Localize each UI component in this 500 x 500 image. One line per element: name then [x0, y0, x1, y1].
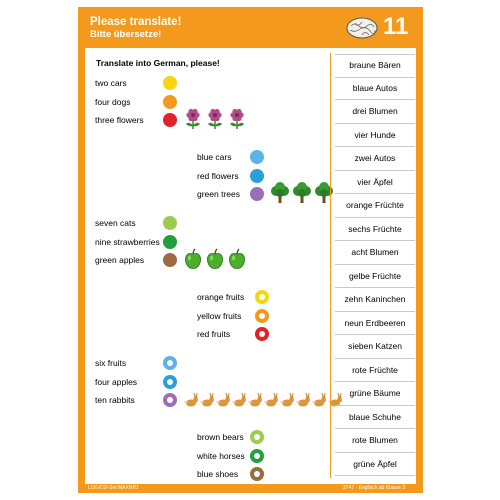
prompt-word: ten rabbits — [95, 395, 135, 405]
rabbit-icon — [295, 392, 311, 413]
picture-row — [270, 182, 336, 209]
column-divider — [330, 53, 331, 478]
footer-right: 3747 · Englisch ab Klasse 3 — [343, 485, 405, 491]
prompt-word: blue cars — [197, 152, 232, 162]
prompt-word: seven cats — [95, 218, 136, 228]
prompt-word: six fruits — [95, 358, 127, 368]
prompt-word: four dogs — [95, 96, 131, 107]
ring-marker[interactable] — [163, 393, 177, 407]
answer-card[interactable]: vier Hunde — [335, 125, 415, 148]
prompt-word: two cars — [95, 78, 127, 88]
answer-card[interactable]: acht Blumen — [335, 242, 415, 265]
prompt-word: four apples — [95, 376, 138, 387]
answer-card[interactable]: zehn Kaninchen — [335, 289, 415, 312]
color-marker[interactable] — [163, 113, 177, 127]
answer-card[interactable]: drei Blumen — [335, 101, 415, 124]
ring-marker[interactable] — [250, 430, 264, 444]
color-marker[interactable] — [163, 95, 177, 109]
footer-left: LOGICO-Set MAXIMO — [88, 485, 139, 491]
rabbit-icon — [231, 392, 247, 413]
color-marker[interactable] — [163, 235, 177, 249]
answer-card[interactable]: rote Blumen — [335, 430, 415, 453]
flower-icon — [227, 108, 247, 135]
prompt-word: blue shoes — [197, 469, 239, 479]
answer-card[interactable]: zwei Autos — [335, 148, 415, 171]
color-marker[interactable] — [163, 253, 177, 267]
flower-icon — [183, 108, 203, 135]
answer-card[interactable]: neun Erdbeeren — [335, 313, 415, 336]
picture-row — [183, 392, 343, 413]
content-panel — [85, 48, 416, 484]
answer-card[interactable]: orange Früchte — [335, 195, 415, 218]
rabbit-icon — [215, 392, 231, 413]
answer-card[interactable]: braune Bären — [335, 54, 415, 78]
ring-marker[interactable] — [255, 327, 269, 341]
apple-icon — [227, 248, 247, 275]
rabbit-icon — [311, 392, 327, 413]
ring-marker[interactable] — [163, 356, 177, 370]
rabbit-icon — [247, 392, 263, 413]
prompt-word: three flowers — [95, 115, 144, 125]
answer-card[interactable]: grüne Bäume — [335, 383, 415, 406]
ring-marker[interactable] — [163, 375, 177, 389]
color-marker[interactable] — [250, 150, 264, 164]
color-marker[interactable] — [250, 187, 264, 201]
prompt-word: red flowers — [197, 170, 239, 181]
ring-marker[interactable] — [255, 309, 269, 323]
worksheet-card — [78, 7, 423, 493]
prompt-word: green trees — [197, 189, 240, 199]
rabbit-icon — [183, 392, 199, 413]
answer-card[interactable]: sieben Katzen — [335, 336, 415, 359]
prompt-word: brown bears — [197, 432, 244, 442]
answer-card[interactable]: grüne Äpfel — [335, 454, 415, 477]
prompt-word: white horses — [197, 450, 245, 461]
tree-icon — [314, 182, 334, 209]
prompt-word: nine strawberries — [95, 236, 160, 247]
flower-icon — [205, 108, 225, 135]
ring-marker[interactable] — [255, 290, 269, 304]
tree-icon — [270, 182, 290, 209]
instruction: Translate into German, please! — [96, 58, 220, 68]
prompt-word: yellow fruits — [197, 310, 242, 321]
answer-card[interactable]: vier Äpfel — [335, 172, 415, 195]
tree-icon — [292, 182, 312, 209]
picture-row — [183, 108, 249, 135]
ring-marker[interactable] — [250, 467, 264, 481]
apple-icon — [205, 248, 225, 275]
color-marker[interactable] — [163, 76, 177, 90]
answer-card[interactable]: blaue Schuhe — [335, 407, 415, 430]
color-marker[interactable] — [163, 216, 177, 230]
prompt-word: red fruits — [197, 329, 231, 339]
title-german: Bitte übersetze! — [90, 29, 162, 40]
ring-marker[interactable] — [250, 449, 264, 463]
prompt-word: green apples — [95, 255, 145, 265]
rabbit-icon — [199, 392, 215, 413]
title-english: Please translate! — [90, 16, 182, 28]
apple-icon — [183, 248, 203, 275]
prompt-word: orange fruits — [197, 292, 245, 302]
answer-card[interactable]: gelbe Früchte — [335, 266, 415, 289]
page-number: 11 — [383, 13, 409, 40]
answer-card[interactable]: rote Früchte — [335, 360, 415, 383]
brain-icon — [346, 17, 378, 39]
header — [78, 7, 423, 48]
answer-card[interactable]: blaue Autos — [335, 78, 415, 101]
color-marker[interactable] — [250, 169, 264, 183]
answer-card[interactable]: sechs Früchte — [335, 219, 415, 242]
rabbit-icon — [279, 392, 295, 413]
rabbit-icon — [263, 392, 279, 413]
picture-row — [183, 248, 249, 275]
